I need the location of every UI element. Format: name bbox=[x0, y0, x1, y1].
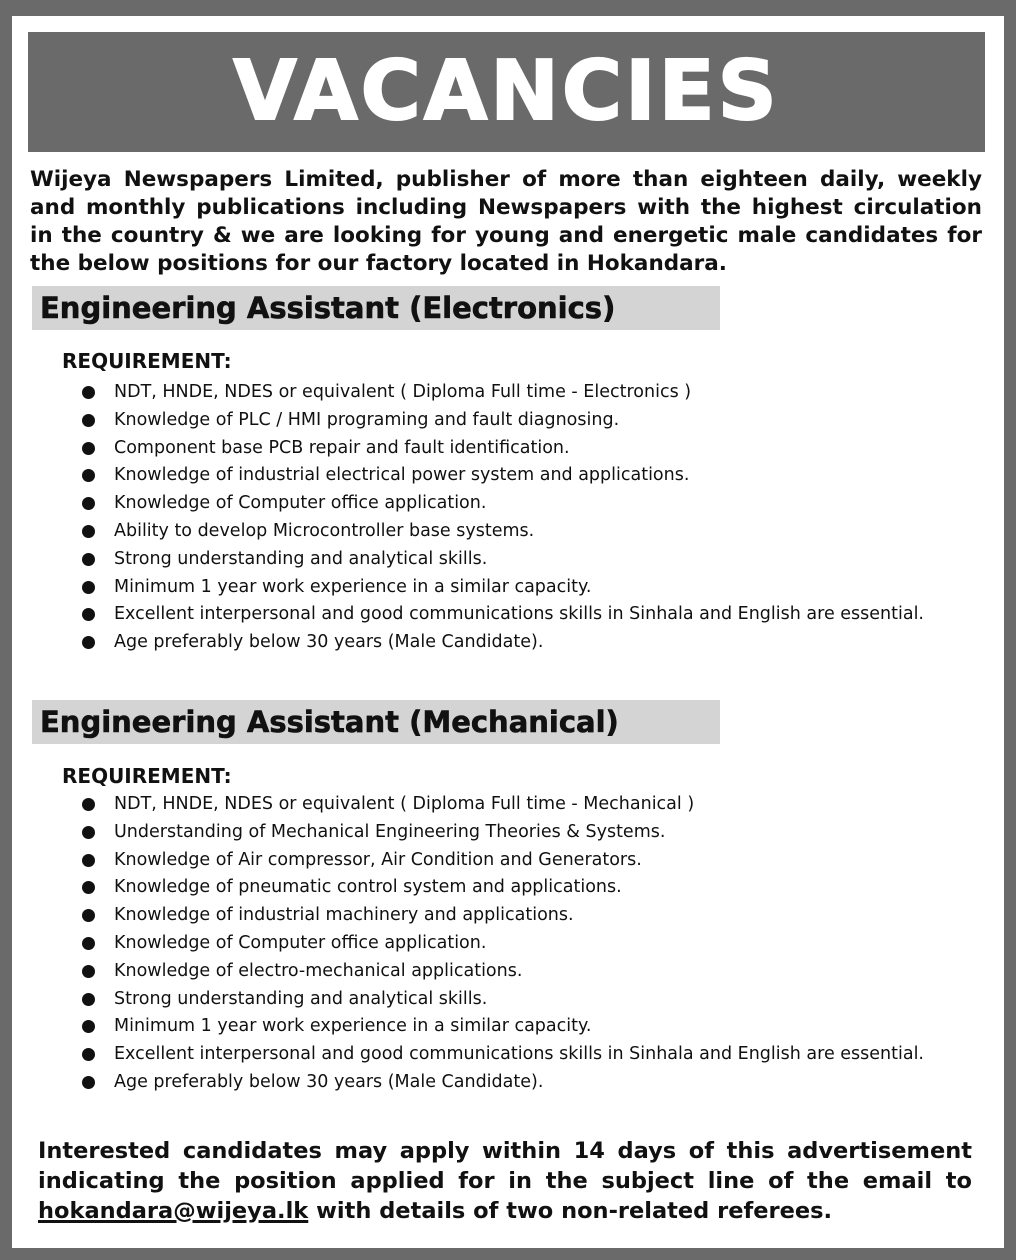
advertisement-sheet bbox=[12, 16, 1004, 1248]
requirement-list-mechanical bbox=[78, 791, 958, 1097]
requirement-item bbox=[78, 462, 958, 490]
requirement-item bbox=[78, 986, 958, 1014]
bullet-icon bbox=[82, 798, 95, 811]
requirement-item bbox=[78, 1069, 958, 1097]
requirement-text: Ability to develop Microcontroller base systems. bbox=[114, 520, 535, 541]
requirement-text: Knowledge of Computer office application. bbox=[114, 493, 487, 514]
requirement-item bbox=[78, 847, 958, 875]
requirement-item bbox=[78, 379, 958, 407]
requirement-item bbox=[78, 1013, 958, 1041]
requirement-text: Excellent interpersonal and good communications skills in Sinhala and English are essential. bbox=[114, 604, 924, 625]
requirement-item bbox=[78, 407, 958, 435]
bullet-icon bbox=[82, 608, 95, 621]
requirement-item bbox=[78, 629, 958, 657]
requirement-text: Excellent interpersonal and good communications skills in Sinhala and English are essential. bbox=[114, 1044, 924, 1065]
requirement-item bbox=[78, 574, 958, 602]
section-title-mechanical: Engineering Assistant (Mechanical) bbox=[40, 705, 619, 739]
requirement-item bbox=[78, 874, 958, 902]
bullet-icon bbox=[82, 1020, 95, 1033]
closing-text-after: with details of two non-related referees. bbox=[308, 1198, 833, 1224]
bullet-icon bbox=[82, 636, 95, 649]
bullet-icon bbox=[82, 993, 95, 1006]
requirement-text: Knowledge of PLC / HMI programing and fault diagnosing. bbox=[114, 409, 620, 430]
bullet-icon bbox=[82, 881, 95, 894]
application-instructions bbox=[38, 1136, 972, 1226]
section-header-mechanical bbox=[32, 700, 720, 744]
bullet-icon bbox=[82, 525, 95, 538]
requirement-text: Knowledge of industrial electrical power system and applications. bbox=[114, 465, 690, 486]
bullet-icon bbox=[82, 1048, 95, 1061]
requirement-item bbox=[78, 819, 958, 847]
bullet-icon bbox=[82, 965, 95, 978]
requirement-text: NDT, HNDE, NDES or equivalent ( Diploma Full time - Mechanical ) bbox=[114, 794, 695, 814]
requirement-item bbox=[78, 518, 958, 546]
requirement-text: Strong understanding and analytical skills. bbox=[114, 988, 488, 1009]
requirement-item bbox=[78, 490, 958, 518]
requirement-item bbox=[78, 546, 958, 574]
requirement-item bbox=[78, 1041, 958, 1069]
title-banner bbox=[28, 32, 985, 152]
requirement-item bbox=[78, 791, 958, 819]
bullet-icon bbox=[82, 414, 95, 427]
requirement-heading-electronics: REQUIREMENT: bbox=[62, 349, 232, 373]
requirement-heading-mechanical: REQUIREMENT: bbox=[62, 764, 232, 788]
requirement-item bbox=[78, 930, 958, 958]
page-title: VACANCIES bbox=[233, 44, 780, 139]
section-title-electronics: Engineering Assistant (Electronics) bbox=[40, 291, 616, 325]
requirement-text: Minimum 1 year work experience in a similar capacity. bbox=[114, 576, 592, 597]
intro-paragraph: Wijeya Newspapers Limited, publisher of more than eighteen daily, weekly and monthly publications including Newspapers with the highest circulation in the country & we are looking for young and energetic male candidates for the below positions for our factory located in Hokandara. bbox=[30, 167, 982, 276]
requirement-item bbox=[78, 958, 958, 986]
requirement-text: Age preferably below 30 years (Male Candidate). bbox=[114, 1071, 544, 1092]
requirement-text: Strong understanding and analytical skills. bbox=[114, 548, 488, 569]
requirement-item bbox=[78, 601, 958, 629]
requirement-item bbox=[78, 435, 958, 463]
requirement-text: Knowledge of industrial machinery and applications. bbox=[114, 905, 574, 926]
bullet-icon bbox=[82, 581, 95, 594]
bullet-icon bbox=[82, 497, 95, 510]
requirement-text: Knowledge of Computer office application. bbox=[114, 932, 487, 953]
requirement-text: Minimum 1 year work experience in a similar capacity. bbox=[114, 1016, 592, 1037]
requirement-text: Knowledge of Air compressor, Air Condition and Generators. bbox=[114, 849, 642, 870]
requirement-text: Knowledge of pneumatic control system and applications. bbox=[114, 877, 622, 898]
requirement-text: Understanding of Mechanical Engineering Theories & Systems. bbox=[114, 821, 666, 842]
email-link[interactable]: hokandara@wijeya.lk bbox=[38, 1198, 309, 1224]
bullet-icon bbox=[82, 826, 95, 839]
bullet-icon bbox=[82, 937, 95, 950]
requirement-item bbox=[78, 902, 958, 930]
bullet-icon bbox=[82, 553, 95, 566]
bullet-icon bbox=[82, 1076, 95, 1089]
closing-text-before: Interested candidates may apply within 14 days of this advertisement indicating the position applied for in the subject line of the email to bbox=[38, 1138, 972, 1194]
requirement-list-electronics bbox=[78, 379, 958, 657]
requirement-text: Component base PCB repair and fault identification. bbox=[114, 437, 570, 458]
requirement-text: NDT, HNDE, NDES or equivalent ( Diploma Full time - Electronics ) bbox=[114, 382, 692, 402]
bullet-icon bbox=[82, 442, 95, 455]
bullet-icon bbox=[82, 386, 95, 399]
bullet-icon bbox=[82, 854, 95, 867]
requirement-text: Age preferably below 30 years (Male Candidate). bbox=[114, 632, 544, 653]
bullet-icon bbox=[82, 469, 95, 482]
requirement-text: Knowledge of electro-mechanical applications. bbox=[114, 960, 523, 981]
section-header-electronics bbox=[32, 286, 720, 330]
bullet-icon bbox=[82, 909, 95, 922]
